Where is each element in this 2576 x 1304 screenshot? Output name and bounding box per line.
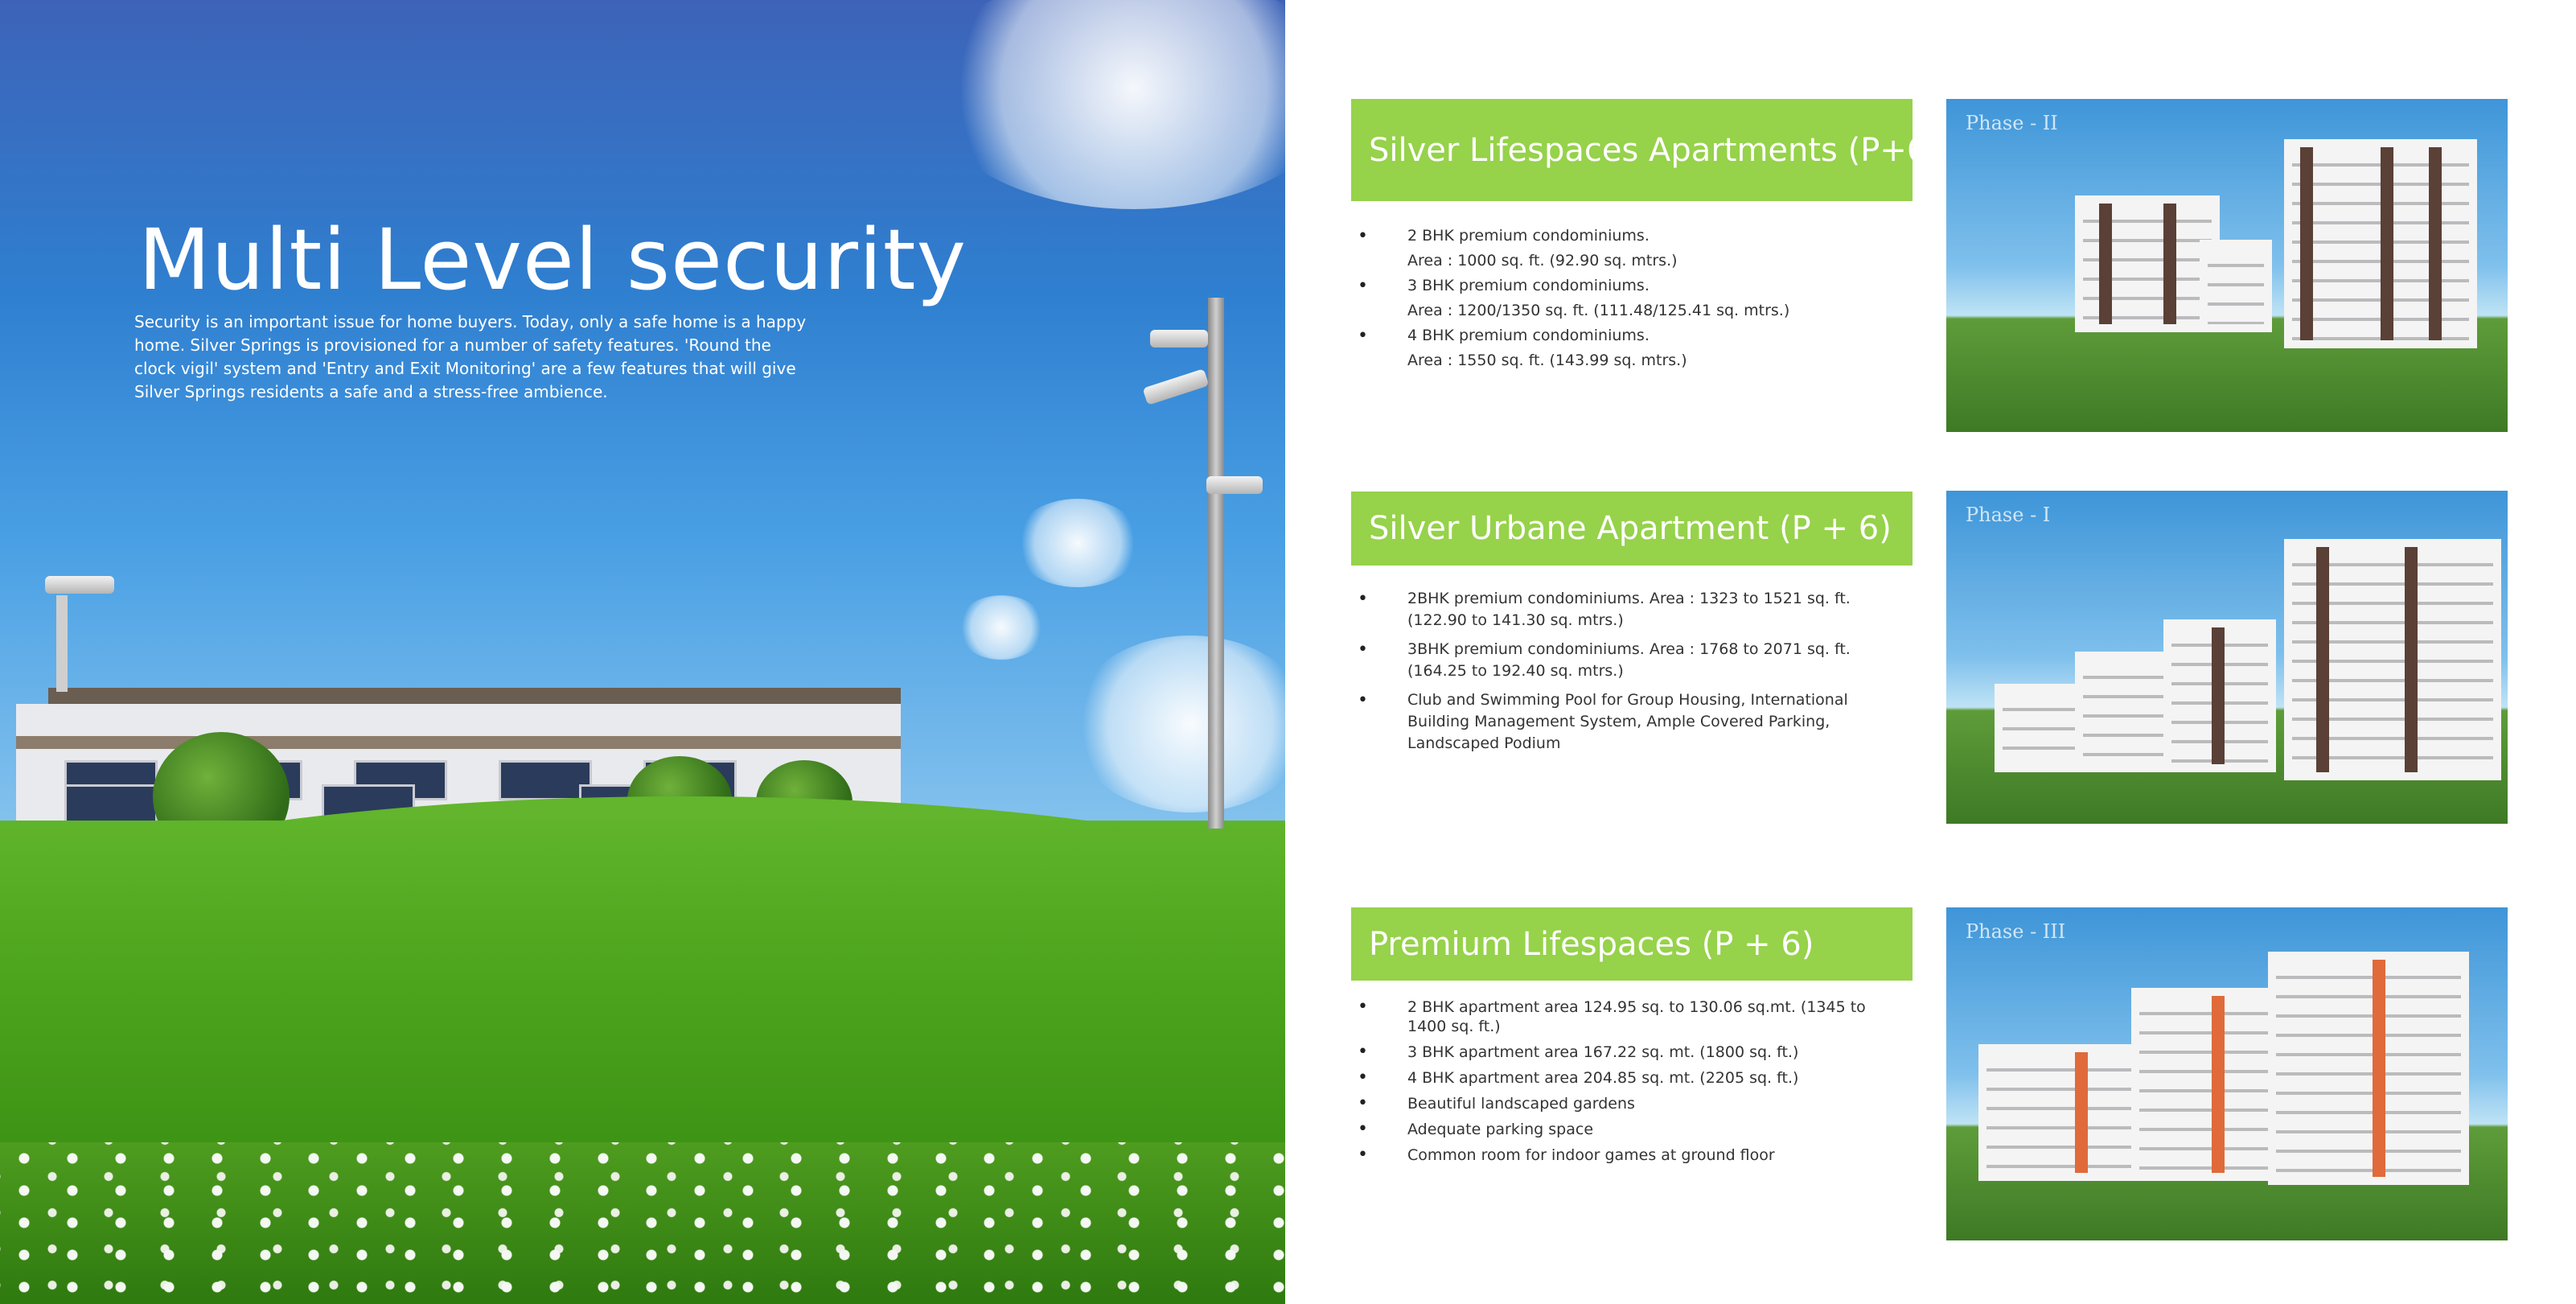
list-item: • Common room for indoor games at ground floor <box>1358 1146 1872 1165</box>
flower-field <box>0 1142 1285 1304</box>
phase-label: Phase - I <box>1966 504 2051 526</box>
list-item: • Beautiful landscaped gardens <box>1358 1094 1872 1113</box>
security-panel <box>0 0 1285 1304</box>
page-title: Multi Level security <box>138 211 968 309</box>
project-title <box>1351 99 1940 201</box>
project-photo <box>1946 907 2508 1240</box>
project-title <box>1351 907 1912 981</box>
feature-list <box>1358 998 1872 1165</box>
feature-list <box>1358 588 1872 755</box>
project-photo <box>1946 99 2508 432</box>
project-photo <box>1946 491 2508 824</box>
project-title <box>1351 492 1912 566</box>
list-item: • 4 BHK premium condominiums. Area : 1550 sq. ft. (143.99 sq. mtrs.) <box>1358 323 1872 373</box>
list-item: • 4 BHK apartment area 204.85 sq. mt. (2205 sq. ft.) <box>1358 1068 1872 1088</box>
project-title-text: Silver Lifespaces Apartments (P+6) <box>1369 131 1940 169</box>
security-camera-icon <box>1206 476 1263 494</box>
list-item: • Club and Swimming Pool for Group Housing, International Building Management System, Ample Covered Parking, Landscaped Podium <box>1358 689 1872 755</box>
list-item: • Adequate parking space <box>1358 1120 1872 1139</box>
intro-paragraph: Security is an important issue for home buyers. Today, only a safe home is a happy home. Silver Springs is provisioned for a number of safety features. 'Round the clock vigil' system and 'Entry and Exit Monitoring' are a few features that will give Silver Springs residents a safe and a stress-free ambience. <box>134 312 807 401</box>
security-camera-icon <box>45 576 114 594</box>
list-item: • 2 BHK premium condominiums. Area : 1000 sq. ft. (92.90 sq. mtrs.) <box>1358 224 1872 274</box>
list-item: • 2 BHK apartment area 124.95 sq. to 130.06 sq.mt. (1345 to 1400 sq. ft.) <box>1358 998 1872 1036</box>
phase-label: Phase - II <box>1966 112 2058 134</box>
phase-label: Phase - III <box>1966 920 2066 943</box>
camera-pole <box>1208 298 1224 829</box>
camera-pole <box>56 595 68 692</box>
list-item: • 2BHK premium condominiums. Area : 1323 to 1521 sq. ft. (122.90 to 141.30 sq. mtrs.) <box>1358 588 1872 631</box>
feature-list <box>1358 224 1872 373</box>
list-item: • 3 BHK premium condominiums. Area : 1200/1350 sq. ft. (111.48/125.41 sq. mtrs.) <box>1358 274 1872 323</box>
security-camera-icon <box>1150 330 1208 348</box>
list-item: • 3 BHK apartment area 167.22 sq. mt. (1800 sq. ft.) <box>1358 1043 1872 1062</box>
list-item: • 3BHK premium condominiums. Area : 1768 to 2071 sq. ft. (164.25 to 192.40 sq. mtrs.) <box>1358 639 1872 682</box>
cloud <box>957 595 1046 660</box>
project-title-text: Silver Urbane Apartment (P + 6) <box>1369 510 1892 547</box>
cloud <box>1013 499 1142 587</box>
project-title-text: Premium Lifespaces (P + 6) <box>1369 925 1814 963</box>
